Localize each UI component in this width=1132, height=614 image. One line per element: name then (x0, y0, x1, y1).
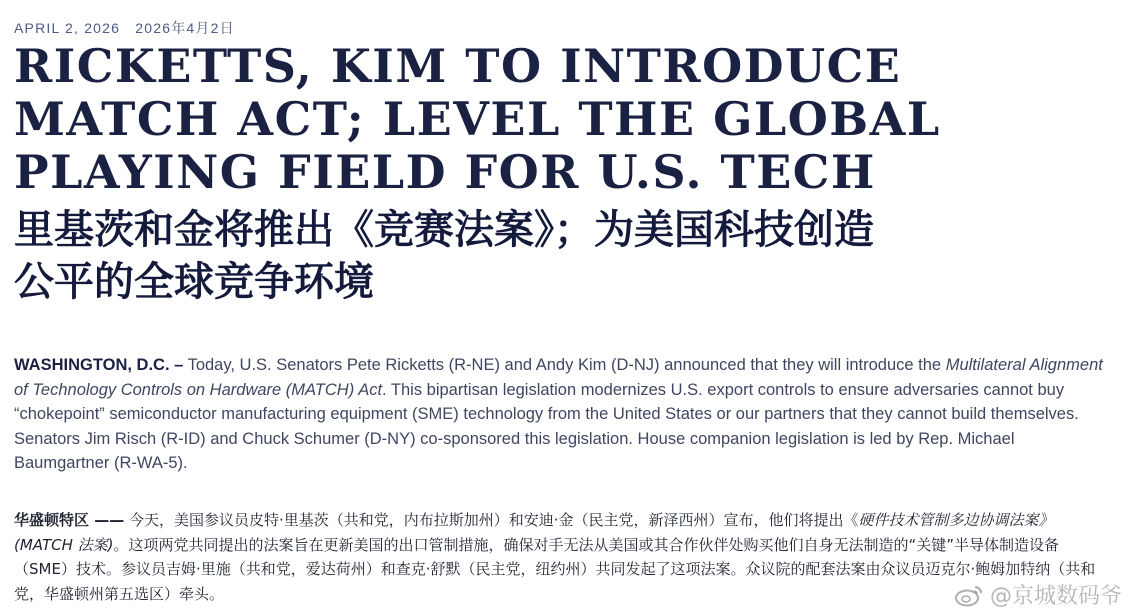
title-english-line: PLAYING FIELD FOR U.S. TECH (14, 145, 876, 199)
press-release-body-english (14, 353, 1114, 476)
date-line (14, 18, 245, 38)
title-english-line: MATCH ACT; LEVEL THE GLOBAL (14, 92, 941, 146)
press-release-body-chinese (14, 508, 1112, 606)
title-chinese-line: 里基茨和金将推出《竞赛法案》；为美国科技创造 (14, 207, 874, 253)
act-name-english: Multilateral Alignment of Technology Controls on Hardware (MATCH) Act (14, 356, 1103, 399)
body-chinese-text-2: 。这项两党共同提出的法案旨在更新美国的出口管制措施，确保对手无法从美国或其合作伙伴处购买他们自身无法制造的“关键”半导体制造设备（SME）技术。参议员吉姆·里施（共和党，爱达荷州）和查克·舒默（民主党，纽约州）共同发起了这项法案。众议院的配套法案由众议员迈克尔·鲍姆加特纳（共和党，华盛顿州第五选区）牵头。 (14, 535, 1096, 603)
body-english-text-1: Today, U.S. Senators Pete Ricketts (R-NE) and Andy Kim (D-NJ) announced that they will introduce the (183, 356, 946, 374)
date-english: APRIL 2, 2026 (14, 20, 121, 36)
watermark-text: @京城数码爷 (989, 584, 1122, 609)
page-title-english (14, 40, 1124, 199)
title-english-line: RICKETTS, KIM TO INTRODUCE (14, 39, 902, 93)
dateline-english: WASHINGTON, D.C. – (14, 356, 184, 374)
dateline-chinese: 华盛顿特区 —— (14, 511, 125, 529)
act-name-chinese: 硬件技术管制多边协调法案》(MATCH 法案) (14, 511, 1054, 554)
title-chinese-line: 公平的全球竞争环境 (14, 259, 374, 305)
body-english-text-2: . This bipartisan legislation modernizes U.S. export controls to ensure adversaries cannot buy “chokepoint” semiconductor manufacturing equipment (SME) technology from the United States or our partners that they cannot build themselves. Senators Jim Risch (R-ID) and Chuck Schumer (D-NY) co-sponsored this legislation. House companion legislation is led by Rep. Michael Baumgartner (R-WA-5). (14, 380, 1079, 473)
weibo-icon (954, 583, 984, 607)
body-chinese-text-1: 今天，美国参议员皮特·里基茨（共和党，内布拉斯加州）和安迪·金（民主党，新泽西州）宣布，他们将提出《 (124, 511, 859, 529)
page-title-chinese (14, 204, 1124, 308)
watermark (954, 579, 1122, 610)
date-chinese: 2026年4月2日 (135, 20, 235, 36)
